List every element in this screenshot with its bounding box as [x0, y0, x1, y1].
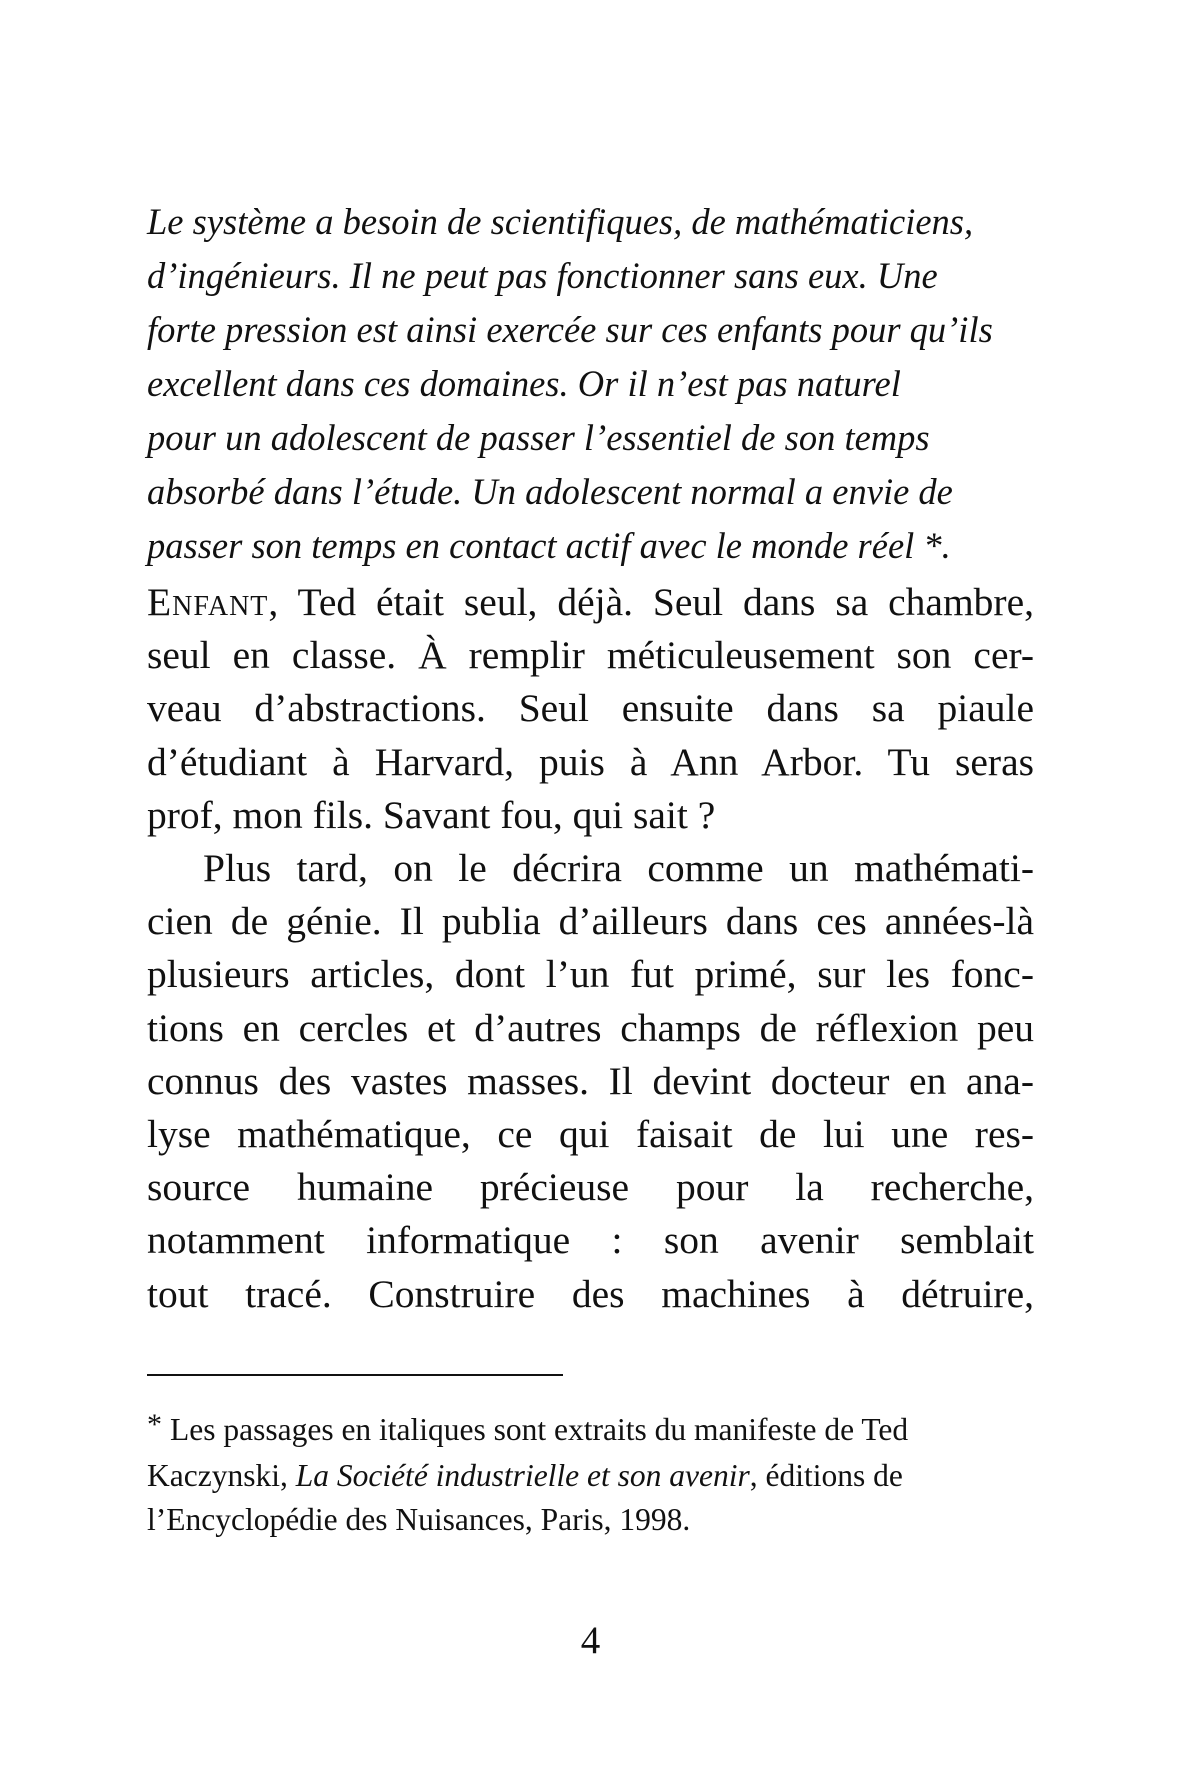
body-line: seul en classe. À remplir méticuleusement son cer-	[147, 633, 1034, 678]
body-line: lyse mathématique, ce qui faisait de lui une res-	[147, 1112, 1034, 1157]
epigraph-line: pour un adolescent de passer l’essentiel de son temps	[147, 417, 930, 458]
footnote-divider	[147, 1374, 563, 1376]
epigraph-line: excellent dans ces domaines. Or il n’est pas naturel	[147, 363, 901, 404]
epigraph-line: forte pression est ainsi exercée sur ces enfants pour qu’ils	[147, 309, 993, 350]
first-line-rest: , Ted était seul, déjà. Seul dans sa chambre,	[268, 580, 1034, 624]
epigraph-line: absorbé dans l’étude. Un adolescent normal a envie de	[147, 471, 953, 512]
page-number: 4	[580, 1619, 601, 1662]
footnote-marker: *	[147, 1408, 162, 1441]
body-first-line	[147, 576, 1034, 629]
footnote-book-title: La Société industrielle et son avenir	[295, 1457, 750, 1493]
epigraph-quote	[147, 195, 1034, 573]
epigraph-line: Le système a besoin de scientifiques, de mathématiciens,	[147, 201, 974, 242]
body-line: tions en cercles et d’autres champs de réflexion peu	[147, 1005, 1034, 1050]
footnote-line-3: l’Encyclopédie des Nuisances, Paris, 1998.	[147, 1502, 691, 1537]
footnote-line-2-before: Kaczynski,	[147, 1457, 296, 1493]
body-line: Plus tard, on le décrira comme un mathémati-	[203, 846, 1034, 891]
body-line: tout tracé. Construire des machines à détruire,	[147, 1271, 1034, 1316]
body-line: connus des vastes masses. Il devint docteur en ana-	[147, 1058, 1034, 1103]
epigraph-line: passer son temps en contact actif avec le monde réel *.	[147, 525, 951, 566]
footnote-line-1: Les passages en italiques sont extraits du manifeste de Ted	[170, 1412, 909, 1447]
body-line: cien de génie. Il publia d’ailleurs dans ces années-là	[147, 899, 1034, 944]
footnote	[147, 1408, 1034, 1543]
body-text	[147, 576, 1034, 1321]
footnote-line	[147, 1454, 1034, 1499]
body-line: plusieurs articles, dont l’un fut primé, sur les fonc-	[147, 952, 1034, 997]
epigraph-line: d’ingénieurs. Il ne peut pas fonctionner sans eux. Une	[147, 255, 938, 296]
body-line: prof, mon fils. Savant fou, qui sait ?	[147, 792, 716, 837]
body-line: d’étudiant à Harvard, puis à Ann Arbor. Tu seras	[147, 739, 1034, 784]
body-line: notamment informatique : son avenir semblait	[147, 1218, 1034, 1263]
body-line: source humaine précieuse pour la recherche,	[147, 1165, 1034, 1210]
lead-word: Enfant	[147, 580, 269, 624]
footnote-line-2-after: , éditions de	[749, 1457, 903, 1493]
body-line: veau d’abstractions. Seul ensuite dans sa piaule	[147, 686, 1034, 731]
footnote-line	[147, 1408, 1034, 1454]
